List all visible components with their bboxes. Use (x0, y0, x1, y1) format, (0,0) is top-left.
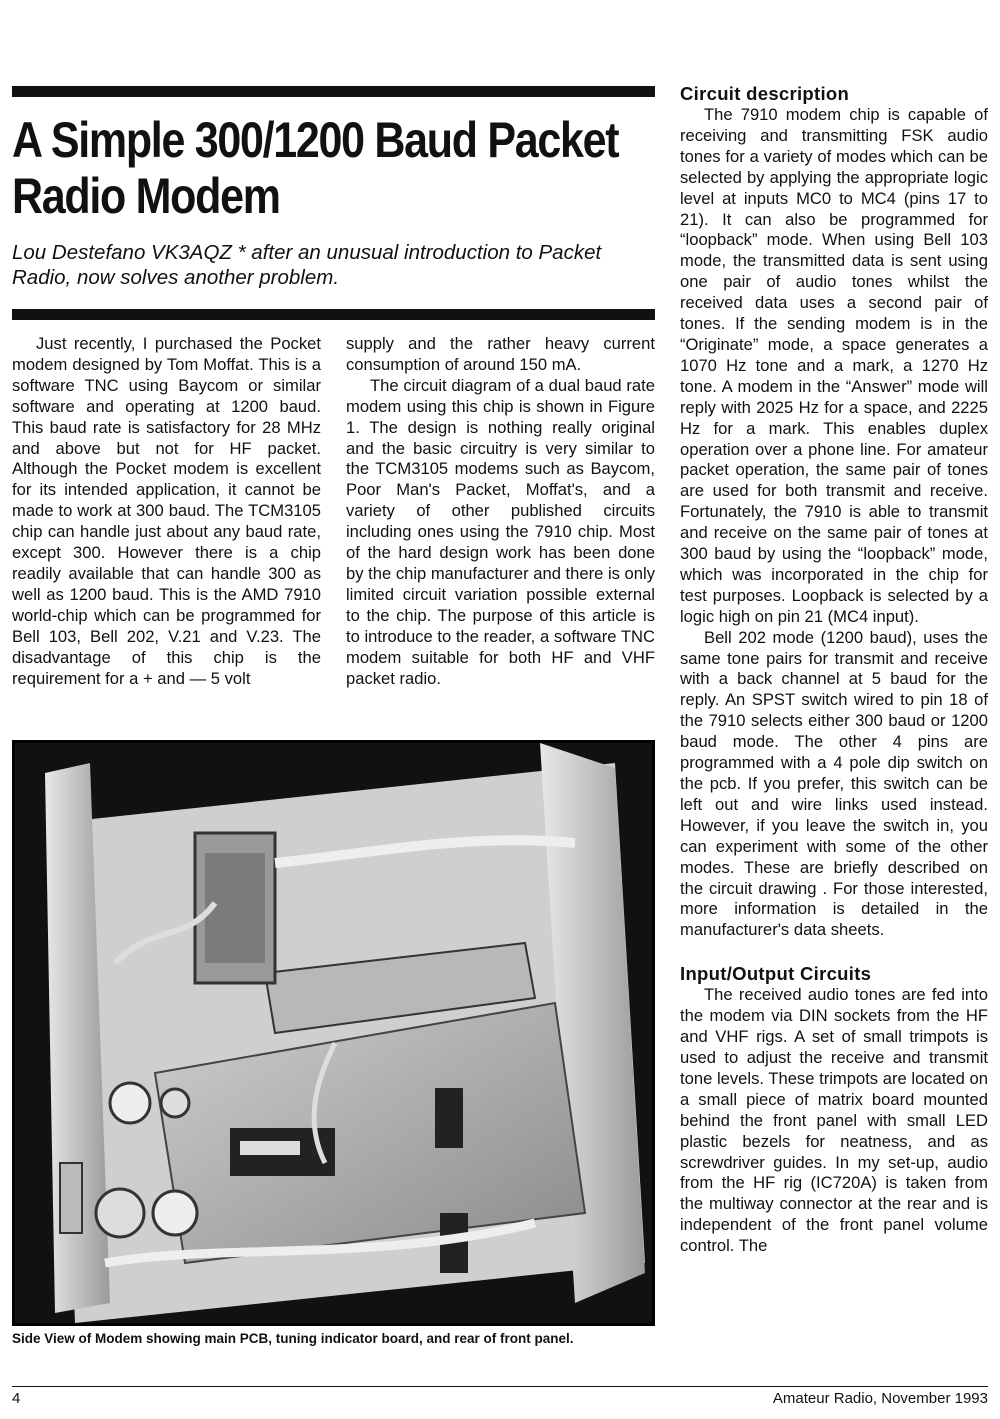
modem-photo-illustration (15, 743, 652, 1323)
heading-input-output-circuits: Input/Output Circuits (680, 963, 872, 985)
column2-paragraph-2: The circuit diagram of a dual baud rate modem using this chip is shown in Figure 1. The design is nothing really original and the basic circuitry is very similar to the TCM3105 modems such as Baycom, Poor Man's Packet, Moffat's, and a variety of other published circuits including ones using the 7910 chip. Most of the hard design work has been done by the chip manufacturer and there is only limited circuit variation possible external to the chip. The purpose of this article is to introduce to the reader, a software TNC modem suitable for both HF and VHF packet radio. (346, 375, 656, 688)
column1-paragraph-1: Just recently, I purchased the Pocket modem designed by Tom Moffat. This is a software TNC using Baycom or similar software and operating at 1200 baud. This baud rate is satisfactory for 28 MHz and above but not for HF packet. Although the Pocket modem is excellent for its intended application, it cannot be made to work at 300 baud. The TCM3105 chip can handle just about any baud rate, except 300. However there is a chip readily available that can handle 300 as well as 1200 baud. This is the AMD 7910 world-chip which can be programmed for Bell 103, Bell 202, V.21 and V.23. The disadvantage of this chip is the requirement for a + and — 5 volt (12, 334, 321, 688)
publication-footer: Amateur Radio, November 1993 (772, 1390, 988, 1407)
column3-paragraph-2: Bell 202 mode (1200 baud), uses the same tone pairs for transmit and receive with a back channel at 5 baud for the reply. An SPST switch wired to pin 18 of the 7910 selects either 300 baud or 1200 baud mode. The other 4 pins are programmed with a 4 pole dip switch on the pcb. If you prefer, this switch can be left out and wire links used instead. However, if you leave the switch in, you can experiment with some of the other modes. These are briefly described on the circuit drawing . For those interested, more information is detailed in the manufacturer's data sheets. (680, 627, 988, 940)
article-title (12, 112, 619, 224)
column3-paragraph-3: The received audio tones are fed into the modem via DIN sockets from the HF and VHF rigs. A set of small trimpots is used to adjust the receive and transmit tone levels. These trimpots are located on a small piece of matrix board mounted behind the front panel with small LED plastic bezels for neatness, and as screwdriver guides. In my set-up, audio from the HF rig (IC720A) is taken from the multiway connector at the rear and is independent of the front panel volume control. The (680, 985, 988, 1256)
title-line-2: Radio Modem (12, 168, 280, 224)
title-line-1: A Simple 300/1200 Baud Packet (12, 112, 619, 168)
footer-rule (12, 1386, 988, 1387)
page-number: 4 (12, 1390, 21, 1407)
article-subtitle: Lou Destefano VK3AQZ * after an unusual introduction to Packet Radio, now solves another problem. (12, 241, 602, 289)
photo-caption: Side View of Modem showing main PCB, tuning indicator board, and rear of front panel. (12, 1331, 574, 1346)
title-top-rule (12, 86, 655, 97)
subtitle-bottom-rule (12, 309, 655, 320)
body-column-3 (680, 83, 988, 1257)
column3-paragraph-1: The 7910 modem chip is capable of receiving and transmitting FSK audio tones for a variety of modes which can be selected by applying the appropriate logic level at inputs MC0 to MC4 (pins 17 to 21). It can also be programmed for “loopback” mode. When using Bell 103 mode, the transmitted data is sent using one pair of audio tones whilst the received data uses a second pair of tones. If the sending modem is in the “Originate” mode, a space generates a 1070 Hz tone and a mark, a 1270 Hz tone. A modem in the “Answer” mode will reply with 2025 Hz for a space, and 2225 Hz for a mark. This enables duplex operation over a phone line. For amateur packet operation, the same pair of tones are used for both transmit and receive. Fortunately, the 7910 is able to transmit and receive on the same pair of tones at 300 baud by using the “loopback” mode, which was incorporated in the chip for test purposes. Loopback is selected by a logic high on pin 21 (MC4 input). (680, 105, 988, 626)
body-column-1 (12, 334, 321, 689)
column2-paragraph-1: supply and the rather heavy current consumption of around 150 mA. (346, 334, 655, 374)
heading-circuit-description: Circuit description (680, 83, 850, 104)
body-column-2 (346, 334, 655, 689)
modem-photo (12, 740, 655, 1326)
